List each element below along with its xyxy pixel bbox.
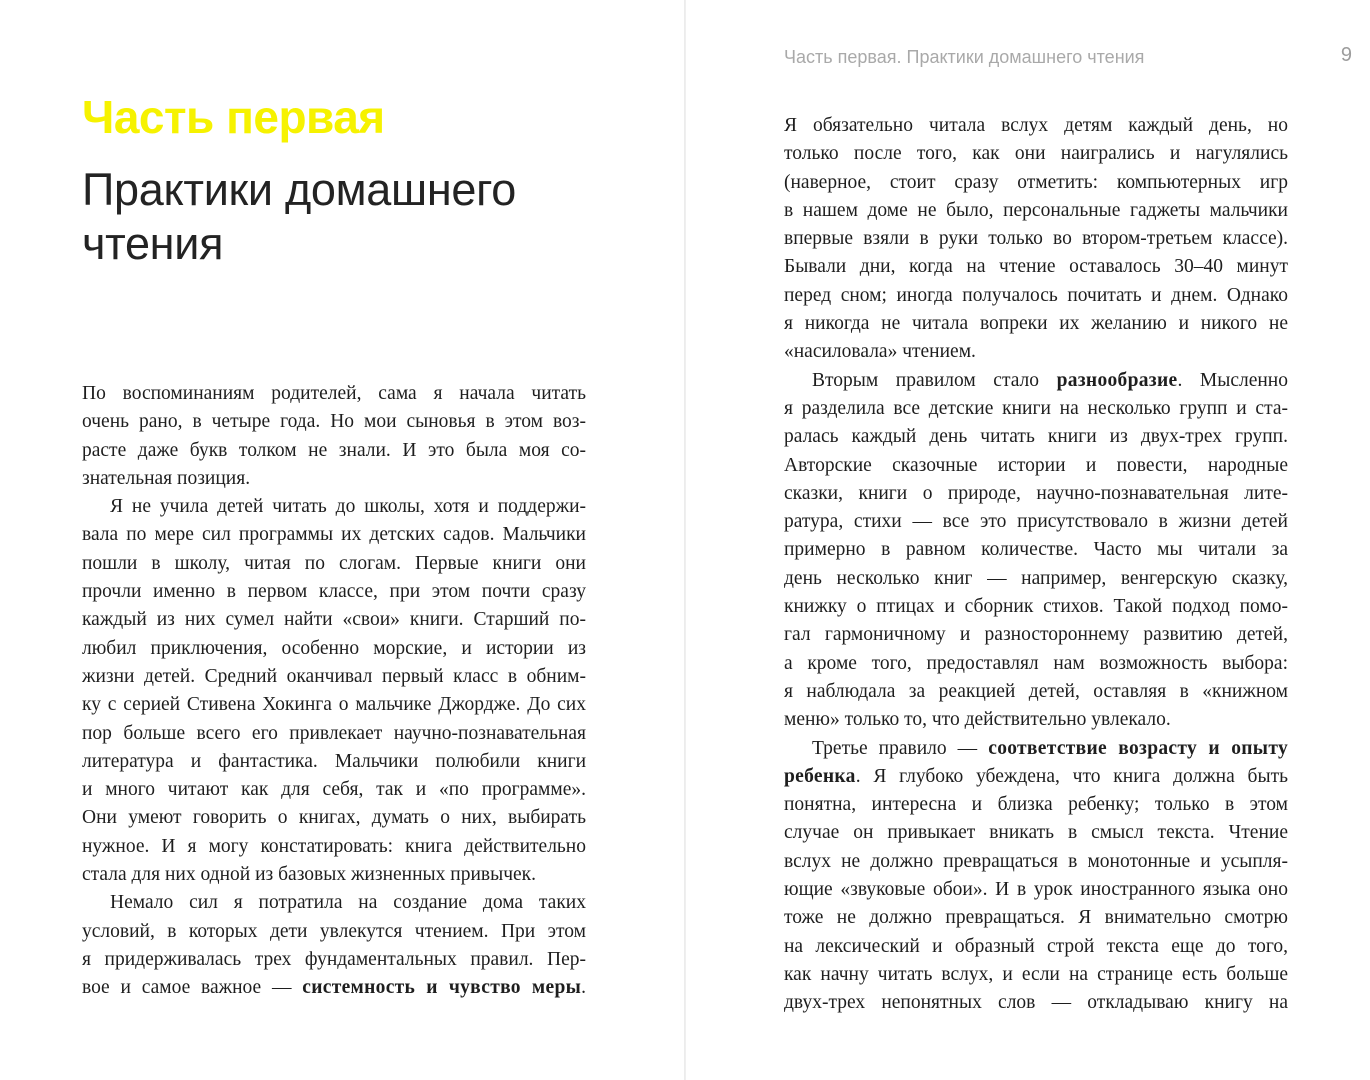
text-line: вслух не должно превращаться в монотонные и усыпля- (784, 850, 1288, 872)
text-line: (наверное, стоит сразу отметить: компьютерных игр (784, 171, 1288, 193)
text-line: только после того, как они наигрались и нагулялись (784, 143, 1288, 165)
text-line: очень рано, в четыре года. Но мои сыновья в этом воз- (82, 411, 586, 433)
text-line: понятна, интересна и близка ребенку; только в этом (784, 794, 1288, 816)
text-line: ющие «звуковые обои». И в урок иностранного языка оно (784, 879, 1288, 901)
text-line: «насиловала» чтением. (784, 341, 976, 363)
text-line: жизни детей. Средний оканчивал первый класс в обним- (82, 665, 586, 687)
chapter-title-line: Практики домашнего (82, 164, 516, 215)
text-line: на лексический и образный строй текста еще до того, (784, 935, 1288, 957)
text-line: меню» только то, что действительно увлекало. (784, 709, 1171, 731)
text-line: Они умеют говорить о книгах, думать о них, выбирать (82, 807, 586, 829)
text-line: пошли в школу, читая по слогам. Первые книги они (82, 552, 586, 574)
page-number: 9 (1340, 44, 1352, 66)
text-line: случае он привыкает вникать в смысл текста. Чтение (784, 822, 1288, 844)
text-line: ратура, стихи — все это присутствовало в жизни детей (784, 511, 1288, 533)
text-segment: . (581, 977, 586, 999)
text-segment: . Я глубоко убеждена, что книга должна быть (855, 765, 1288, 787)
text-line: а кроме того, предоставлял нам возможность выбора: (784, 652, 1288, 674)
text-line: я наблюдала за реакцией детей, оставляя в «книжном (784, 680, 1288, 702)
left-body-text (82, 380, 586, 1003)
text-line: знательная позиция. (82, 467, 251, 489)
text-line: нужное. И я могу констатировать: книга действительно (82, 835, 586, 857)
text-line: гал гармоничному и разностороннему развитию детей, (784, 624, 1288, 646)
text-line: Я обязательно читала вслух детям каждый день, но (784, 115, 1288, 136)
text-line: сказки, книги о природе, научно-познавательная лите- (784, 482, 1288, 504)
text-line: я придерживалась трех фундаментальных правил. Пер- (82, 948, 586, 970)
text-line: условий, в которых дети увлекутся чтением. При этом (82, 920, 586, 942)
emphasis-diversity: разнообразие (1056, 369, 1178, 391)
text-line: я никогда не читала вопреки их желанию и никого не (784, 313, 1288, 335)
text-line: примерно в равном количестве. Часто мы читали за (784, 539, 1288, 561)
paragraph (784, 735, 1288, 1018)
text-line (784, 763, 1288, 791)
emphasis-systemness: системность и чувство меры (302, 977, 582, 999)
text-line: Немало сил я потратила на создание дома таких (110, 892, 586, 914)
text-line: перед сном; иногда получалось почитать и днем. Однако (784, 284, 1288, 306)
emphasis-child: ребенка (784, 765, 856, 787)
text-line: тоже не должно превращаться. Я внимательно смотрю (784, 907, 1288, 929)
text-segment: Третье правило — (812, 737, 989, 759)
paragraph (82, 380, 586, 493)
right-page (685, 0, 1370, 1080)
text-line: и много читают как для себя, так и «по программе». (82, 779, 586, 801)
chapter-title-line: чтения (82, 218, 224, 269)
chapter-title (82, 163, 642, 271)
text-line: впервые взяли в руки только во втором-третьем классе). (784, 228, 1288, 250)
text-line: двух-трех непонятных слов — откладываю книгу на (784, 992, 1288, 1014)
right-body-text (784, 112, 1288, 1018)
paragraph (82, 889, 586, 1002)
emphasis-age-match: соответствие возрасту и опыту (988, 737, 1289, 759)
text-line: стала для них одной из базовых жизненных привычек. (82, 864, 537, 886)
text-line: По воспоминаниям родителей, сама я начала читать (82, 383, 586, 404)
text-line: Бывали дни, когда на чтение оставалось 30–40 минут (784, 256, 1288, 278)
text-segment: . Мысленно (1177, 369, 1288, 391)
text-line: в нашем доме не было, персональные гаджеты мальчики (784, 199, 1288, 221)
text-line: день несколько книг — например, венгерскую сказку, (784, 567, 1288, 589)
text-line: литература и фантастика. Мальчики полюбили книги (82, 750, 586, 772)
text-segment: вое и самое важное — (82, 977, 303, 999)
text-line: вала по мере сил программы их детских садов. Мальчики (82, 524, 586, 546)
text-line: Я не учила детей читать до школы, хотя и поддержи- (110, 496, 586, 518)
paragraph (784, 367, 1288, 735)
text-line: любил приключения, особенно морские, и истории из (82, 637, 586, 659)
text-line: ку с серией Стивена Хокинга о мальчике Джордже. До сих (82, 694, 586, 716)
text-line: пор больше всего его привлекает научно-познавательная (82, 722, 586, 744)
text-line: я разделила все детские книги на несколько групп и ста- (784, 397, 1288, 419)
text-line: как начну читать вслух, и если на странице есть больше (784, 963, 1288, 985)
running-head: Часть первая. Практики домашнего чтения (784, 47, 1145, 67)
text-line: книжку о птицах и сборник стихов. Такой подход помо- (784, 596, 1288, 618)
text-line: расте даже букв толком не знали. И это была моя со- (82, 439, 586, 461)
part-title: Часть первая (82, 91, 385, 143)
text-line (784, 367, 1288, 395)
text-line (784, 735, 1288, 763)
text-line (82, 974, 586, 1002)
text-line: ралась каждый день читать книги из двух-трех групп. (784, 426, 1288, 448)
paragraph (784, 112, 1288, 367)
text-line: каждый из них сумел найти «свои» книги. Старший по- (82, 609, 586, 631)
text-line: Авторские сказочные истории и повести, народные (784, 454, 1288, 476)
text-segment: Вторым правилом стало (812, 369, 1057, 391)
paragraph (82, 493, 586, 889)
text-line: прочли именно в первом классе, при этом почти сразу (82, 581, 586, 603)
